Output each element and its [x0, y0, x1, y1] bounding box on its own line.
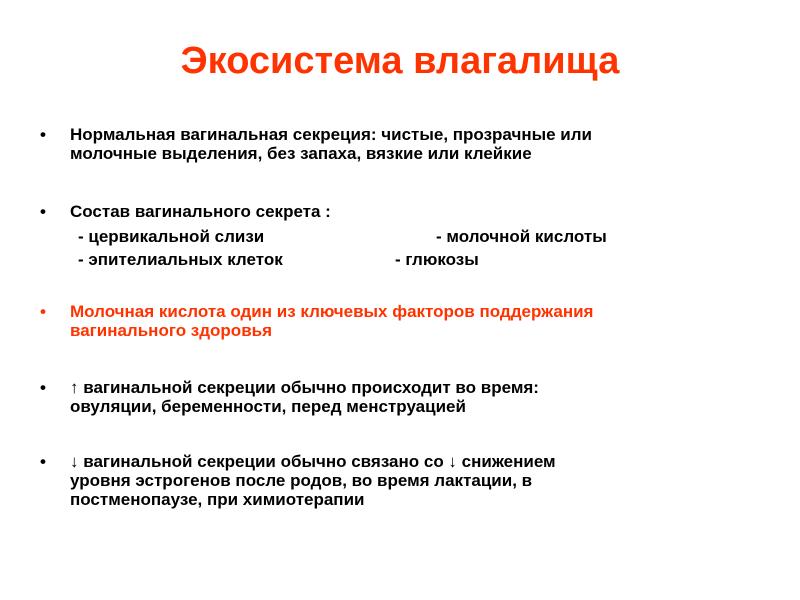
bullet-text: ↓ вагинальной секреции обычно связано со ↓ снижением уровня эстрогенов после родов, во время лактации, в постменопаузе, при химиотерапии [70, 452, 556, 509]
bullet-marker: • [40, 378, 46, 397]
bullet-text: ↑ вагинальной секреции обычно происходит во время: овуляции, беременности, перед менструацией [70, 378, 539, 416]
slide-title: Экосистема влагалища [180, 40, 620, 82]
bullet-item [40, 202, 760, 221]
bullet-marker: • [40, 302, 46, 321]
sub-item: - цервикальной слизи [78, 227, 265, 246]
bullet-item [40, 125, 760, 163]
bullet-marker: • [40, 125, 46, 144]
bullet-text: Молочная кислота один из ключевых факторов поддержания вагинального здоровья [70, 302, 594, 340]
bullet-marker: • [40, 202, 46, 221]
bullet-marker: • [40, 452, 46, 471]
sub-item: - глюкозы [395, 250, 479, 269]
sub-item: - эпителиальных клеток [78, 250, 283, 269]
bullet-text: Состав вагинального секрета : [70, 202, 331, 221]
bullet-item [40, 452, 760, 509]
bullet-item [40, 378, 760, 416]
bullet-item-highlighted [40, 302, 760, 340]
sub-item: - молочной кислоты [436, 227, 607, 246]
bullet-text: Нормальная вагинальная секреция: чистые, прозрачные или молочные выделения, без запаха, вязкие или клейкие [70, 125, 592, 163]
